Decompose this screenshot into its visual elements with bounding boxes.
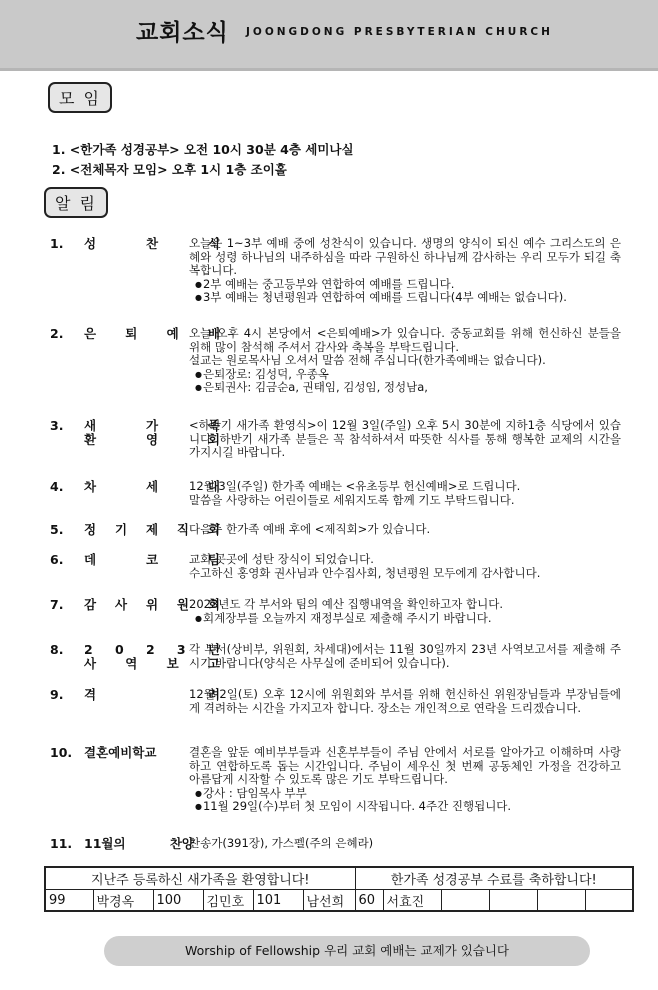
notice-title-line: 새 가 족 [84, 418, 220, 433]
table-cell: 김민호 [203, 890, 253, 912]
table-cell: 60 [355, 890, 383, 912]
welcome-table [44, 866, 634, 912]
notice-bullet: ● 회계장부를 오늘까지 재정부실로 제출해 주시기 바랍니다. [189, 612, 621, 626]
notice-title-line: 차 세 대 [84, 479, 220, 494]
notice-text: 수고하신 홍영화 권사님과 안수집사회, 청년평원 모두에게 감사합니다. [189, 565, 541, 580]
header-subtitle: JOONGDONG PRESBYTERIAN CHURCH [246, 26, 553, 38]
notice-text: <하반기 새가족 환영식>이 12월 3일(주일) 오후 5시 30분에 지하1층 식당에서 있습니다. 하반기 새가족 분들은 꼭 참석하셔서 따뜻한 식사를 통해 행복한 교제의 시간을 가지시길 바랍니다. [189, 418, 621, 459]
notice-bullet: ● 3부 예배는 청년평원과 연합하여 예배를 드립니다(4부 예배는 없습니다). [189, 291, 621, 305]
notice-title [84, 746, 194, 760]
notice-body [189, 237, 621, 305]
notice-bullet: ● 11월 29일(수)부터 첫 모임이 시작됩니다. 4주간 진행됩니다. [189, 800, 621, 814]
notice-text: 오늘은 1~3부 예배 중에 성찬식이 있습니다. 생명의 양식이 되신 예수 그리스도의 은혜와 성령 하나님의 내주하심을 따라 구원하신 하나님께 감사하는 우리 모두가 되길 축복합니다. [189, 236, 621, 277]
table-cell [537, 890, 585, 912]
notice-body [189, 688, 621, 715]
table-cell: 99 [45, 890, 93, 912]
table-cell [441, 890, 489, 912]
notice-title-line: 환 영 회 [84, 431, 220, 447]
table-cell: 남선희 [303, 890, 355, 912]
meeting-item-2: 2. <전체목자 모임> 오후 1시 1층 조이홀 [52, 162, 287, 177]
notice-number: 10. [50, 745, 73, 760]
notice-text: 2023년도 각 부서와 팀의 예산 집행내역을 확인하고자 합니다. [189, 597, 504, 611]
notice-body [189, 523, 621, 537]
notice-title-line: 정 기 제 직 회 [84, 522, 220, 537]
meeting-item-1: 1. <한가족 성경공부> 오전 10시 30분 4층 세미나실 [52, 142, 354, 157]
notice-title [84, 837, 194, 851]
notice-text: 12월 2일(토) 오후 12시에 위원회와 부서를 위해 헌신하신 위원장님들과 부장님들에게 격려하는 시간을 가지고자 합니다. 장소는 개인적으로 연락을 드리겠습니다. [189, 687, 621, 715]
page-header [0, 0, 658, 71]
notice-bullet: ● 강사 : 담임목사 부부 [189, 787, 621, 801]
notice-title-line: 사 역 보 고 [84, 655, 220, 671]
table-cell: 101 [253, 890, 303, 912]
notice-text: 다음주 한가족 예배 후에 <제직회>가 있습니다. [189, 522, 431, 536]
notice-body [189, 643, 621, 670]
notice-title-line: 데 코 팀 [84, 552, 220, 567]
notice-title-line: 은 퇴 예 배 [84, 326, 220, 341]
notices-heading: 알 림 [44, 187, 108, 218]
welcome-header: 지난주 등록하신 새가족을 환영합니다! [45, 867, 355, 890]
notice-number: 1. [50, 236, 64, 251]
table-cell [489, 890, 537, 912]
notice-text: 교회 곳곳에 성탄 장식이 되었습니다. [189, 552, 374, 566]
table-cell: 100 [153, 890, 203, 912]
notice-title-line: 11월의 찬양 [84, 836, 194, 851]
notice-title-line: 감 사 위 원 회 [84, 597, 220, 612]
notice-bullet: ● 은퇴장로: 김성덕, 우종옥 [189, 368, 621, 382]
notice-text: 각 부서(상비부, 위원회, 차세대)에서는 11월 30일까지 23년 사역보고서를 제출해 주시기 바랍니다(양식은 사무실에 준비되어 있습니다). [189, 642, 621, 670]
notice-text: 찬송가(391장), 가스펠(주의 은혜라) [189, 836, 374, 850]
notice-text: 말씀을 사랑하는 어린이들로 세워지도록 함께 기도 부탁드립니다. [189, 492, 515, 507]
notice-body [189, 327, 621, 395]
notice-title-line: 성 찬 식 [84, 236, 220, 251]
notice-body [189, 837, 621, 851]
footer-banner: Worship of Fellowship 우리 교회 예배는 교제가 있습니다 [104, 936, 590, 966]
notice-number: 5. [50, 522, 64, 537]
notice-number: 6. [50, 552, 64, 567]
notice-body [189, 598, 621, 625]
notice-number: 2. [50, 326, 64, 341]
notice-title-line: 격 려 [84, 687, 220, 702]
notice-body [189, 553, 621, 580]
notice-number: 3. [50, 418, 64, 433]
header-title: 교회소식 [136, 20, 229, 46]
notice-text: 결혼을 앞둔 예비부부들과 신혼부부들이 주님 안에서 서로를 알아가고 이해하며 사랑하고 연합하도록 돕는 시간입니다. 주님이 세우신 첫 번째 공동체인 가정을 건강하고 아름답게 시작할 수 있도록 많은 기도 부탁드립니다. [189, 745, 621, 786]
notice-text: 오늘 오후 4시 본당에서 <은퇴예배>가 있습니다. 중동교회를 위해 헌신하신 분들을 위해 많이 참석해 주셔서 감사와 축복을 부탁드립니다. [189, 326, 621, 354]
notice-number: 4. [50, 479, 64, 494]
notice-text: 12월 3일(주일) 한가족 예배는 <유초등부 헌신예배>로 드립니다. [189, 479, 521, 493]
meetings-heading: 모 임 [48, 82, 112, 113]
graduation-header: 한가족 성경공부 수료를 축하합니다! [355, 867, 633, 890]
notice-number: 8. [50, 642, 64, 657]
notice-bullet: ● 은퇴권사: 김금순a, 권태임, 김성임, 정성남a, [189, 381, 621, 395]
notice-number: 9. [50, 687, 64, 702]
notice-number: 11. [50, 836, 73, 851]
notice-number: 7. [50, 597, 64, 612]
notice-text: 설교는 원로목사님 오셔서 말씀 전해 주십니다(한가족예배는 없습니다). [189, 353, 546, 367]
notice-body [189, 480, 621, 507]
notice-title-line: 2 0 2 3 년 [84, 642, 220, 657]
notice-body [189, 419, 621, 460]
notice-bullet: ● 2부 예배는 중고등부와 연합하여 예배를 드립니다. [189, 278, 621, 292]
table-cell [585, 890, 633, 912]
table-cell: 박경옥 [93, 890, 153, 912]
notice-body [189, 746, 621, 814]
notice-title-line: 결혼예비학교 [84, 745, 157, 760]
table-cell: 서효진 [383, 890, 441, 912]
